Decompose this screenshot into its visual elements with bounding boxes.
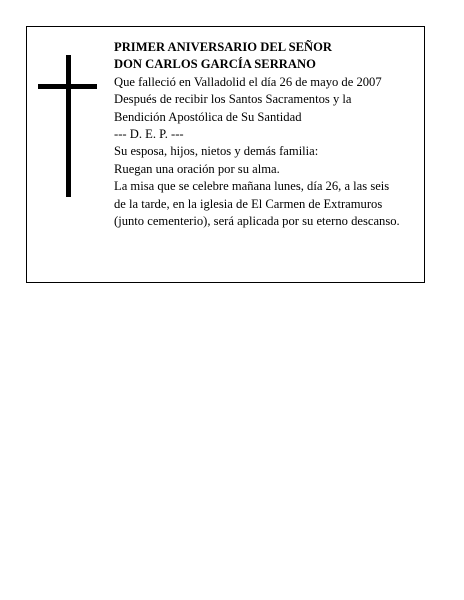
- cross-horizontal-bar: [38, 84, 97, 89]
- notice-title-line-2: DON CARLOS GARCÍA SERRANO: [114, 57, 316, 72]
- mass-line-1: La misa que se celebre mañana lunes, día 26, a las seis: [114, 179, 390, 194]
- sacraments-line: Después de recibir los Santos Sacramentos y la: [114, 92, 352, 107]
- notice-title-line-1: PRIMER ANIVERSARIO DEL SEÑOR: [114, 40, 332, 54]
- notice-text: [114, 39, 426, 230]
- rip-line: --- D. E. P. ---: [114, 127, 184, 142]
- death-date-line: Que falleció en Valladolid el día 26 de mayo de 2007: [114, 74, 382, 89]
- obituary-notice: [26, 26, 425, 283]
- mass-line-3: (junto cementerio), será aplicada por su eterno descanso.: [114, 214, 400, 229]
- cross-vertical-bar: [66, 55, 71, 197]
- prayer-line: Ruegan una oración por su alma.: [114, 161, 280, 176]
- mass-line-2: de la tarde, en la iglesia de El Carmen de Extramuros: [114, 196, 383, 211]
- blessing-line: Bendición Apostólica de Su Santidad: [114, 109, 302, 124]
- family-line: Su esposa, hijos, nietos y demás familia:: [114, 144, 319, 159]
